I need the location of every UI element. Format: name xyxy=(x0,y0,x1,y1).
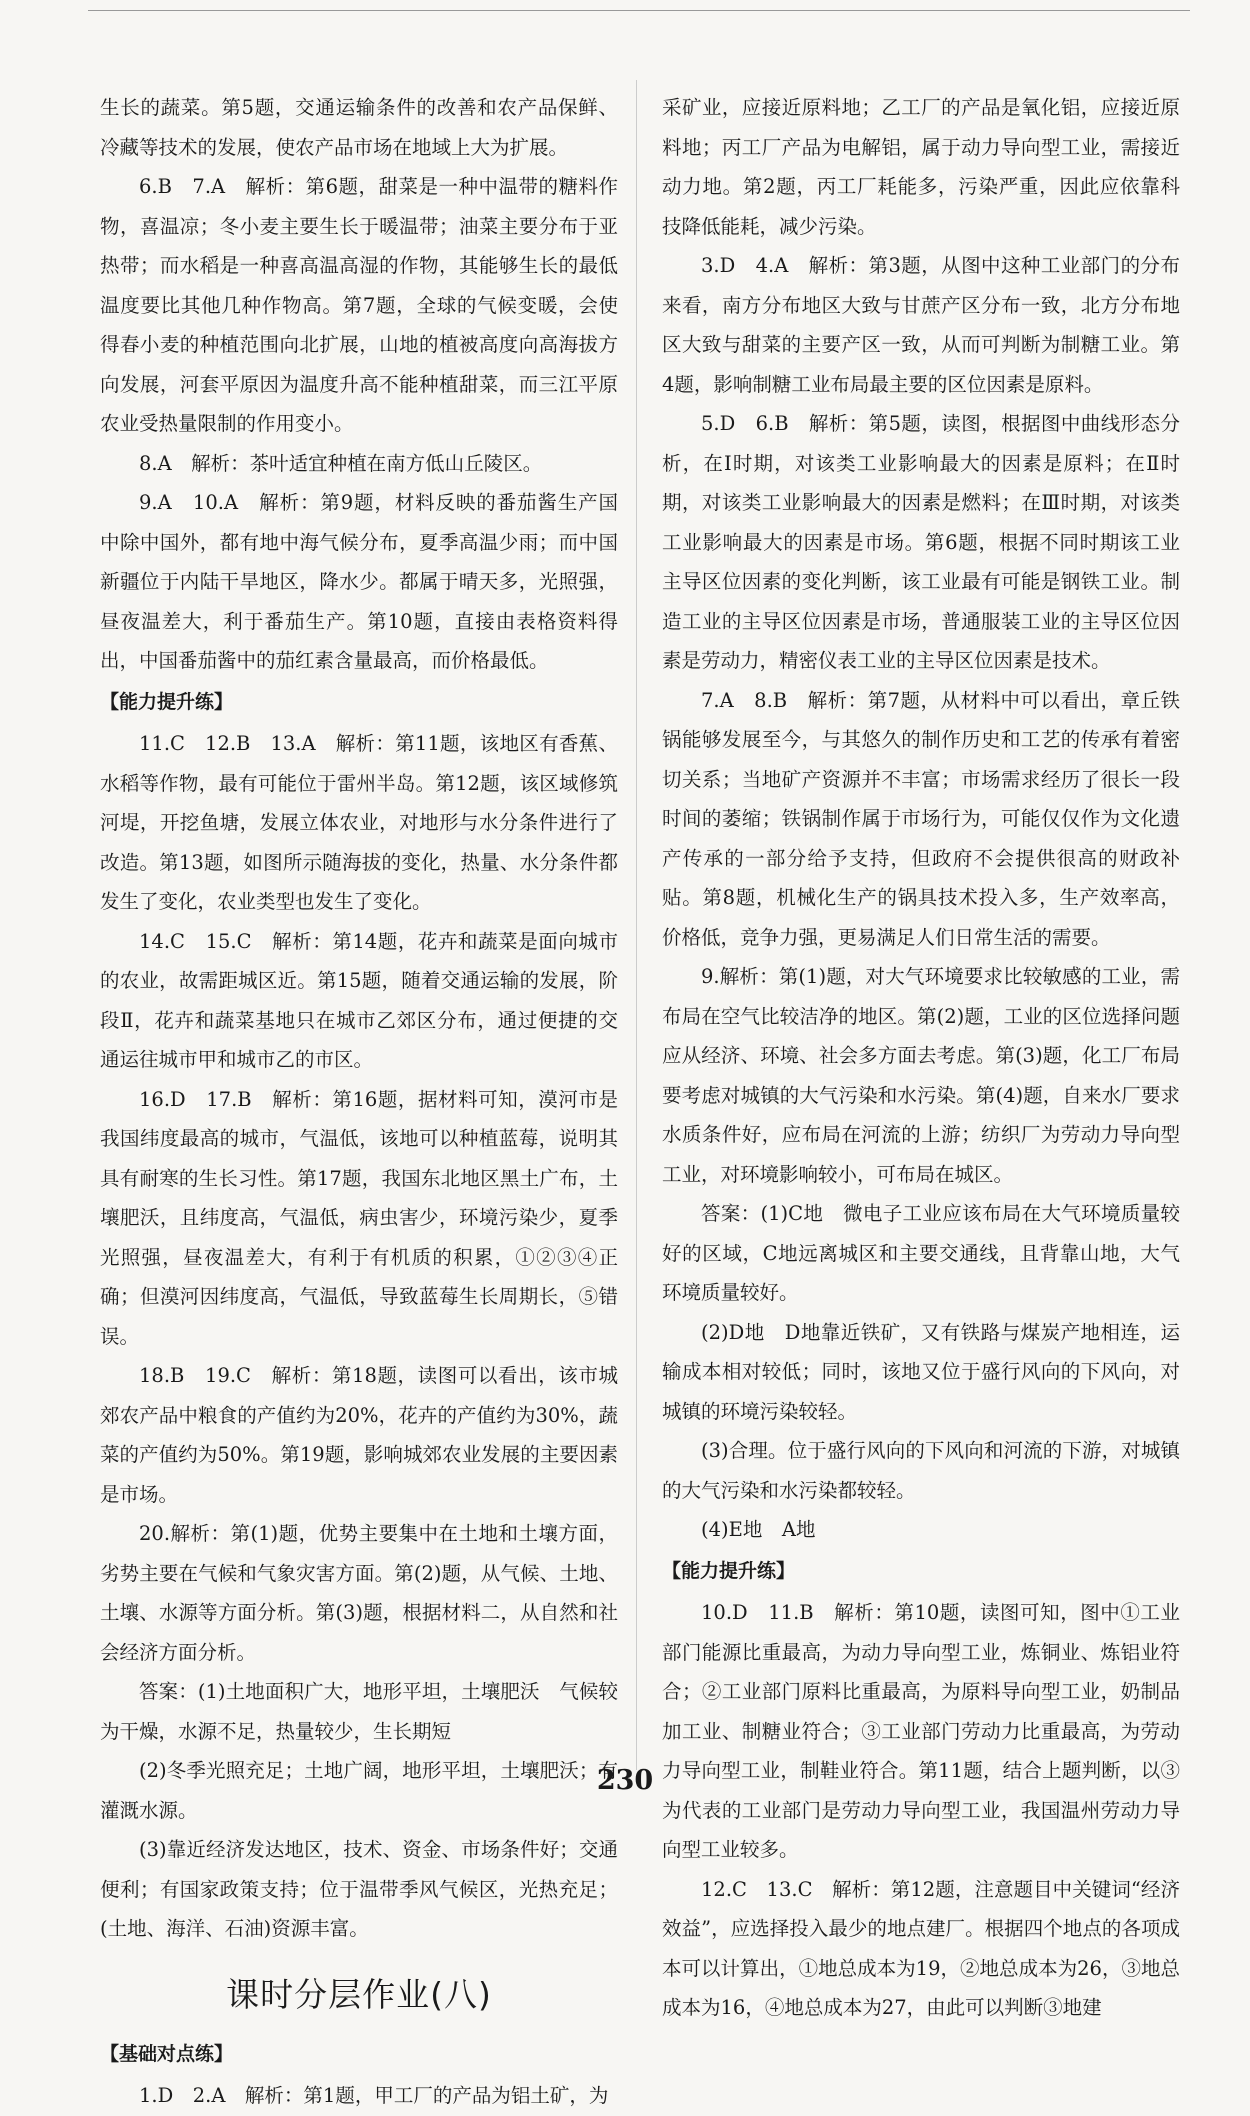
answer-paragraph: (3)靠近经济发达地区，技术、资金、市场条件好；交通便利；有国家政策支持；位于温带季风气候区，光热充足；(土地、海洋、石油)资源丰富。 xyxy=(100,1838,618,1940)
paragraph: 11.C 12.B 13.A 解析：第11题，该地区有香蕉、水稻等作物，最有可能位于雷州半岛。第12题，该区域修筑河堤，开挖鱼塘，发展立体农业，对地形与水分条件进行了改造。第13题，如图所示随海拔的变化，热量、水分条件都发生了变化，农业类型也发生了变化。 xyxy=(100,732,618,913)
column-divider xyxy=(636,80,637,1770)
paragraph: 6.B 7.A 解析：第6题，甜菜是一种中温带的糖料作物，喜温凉；冬小麦主要生长于暖温带；油菜主要分布于亚热带；而水稻是一种喜高温高湿的作物，其能够生长的最低温度要比其他几种作物高。第7题，全球的气候变暖，会使得春小麦的种植范围向北扩展，山地的植被高度向高海拔方向发展，河套平原因为温度升高不能种植甜菜，而三江平原农业受热量限制的作用变小。 xyxy=(100,175,618,435)
paragraph: 18.B 19.C 解析：第18题，读图可以看出，该市城郊农产品中粮食的产值约为20%，花卉的产值约为30%，蔬菜的产值约为50%。第19题，影响城郊农业发展的主要因素是市场。 xyxy=(100,1364,618,1506)
paragraph: 20.解析：第(1)题，优势主要集中在土地和土壤方面，劣势主要在气候和气象灾害方面。第(2)题，从气候、土地、土壤、水源等方面分析。第(3)题，根据材料二，从自然和社会经济方面分析。 xyxy=(100,1522,618,1664)
paragraph: 9.解析：第(1)题，对大气环境要求比较敏感的工业，需布局在空气比较洁净的地区。第(2)题，工业的区位选择问题应从经济、环境、社会多方面去考虑。第(3)题，化工厂布局要考虑对城镇的大气污染和水污染。第(4)题，自来水厂要求水质条件好，应布局在河流的上游；纺织厂为劳动力导向型工业，对环境影响较小，可布局在城区。 xyxy=(662,965,1180,1186)
answer-paragraph: (4)E地 A地 xyxy=(701,1518,816,1541)
section-heading-basic: 【基础对点练】 xyxy=(100,2042,234,2065)
section-heading-ability: 【能力提升练】 xyxy=(100,690,234,713)
paragraph: 7.A 8.B 解析：第7题，从材料中可以看出，章丘铁锅能够发展至今，与其悠久的制作历史和工艺的传承有着密切关系；当地矿产资源并不丰富；市场需求经历了很长一段时间的萎缩；铁锅制作属于市场行为，可能仅仅作为文化遗产传承的一部分给予支持，但政府不会提供很高的财政补贴。第8题，机械化生产的锅具技术投入多，生产效率高，价格低，竞争力强，更易满足人们日常生活的需要。 xyxy=(662,688,1180,949)
paragraph: 10.D 11.B 解析：第10题，读图可知，图中①工业部门能源比重最高，为动力导向型工业，炼铜业、炼铝业符合；②工业部门原料比重最高，为原料导向型工业，奶制品加工业、制糖业符合；③工业部门劳动力比重最高，为劳动力导向型工业，制鞋业符合。第11题，结合上题判断，以③为代表的工业部门是劳动力导向型工业，我国温州劳动力导向型工业较多。 xyxy=(662,1601,1180,1861)
answer-paragraph: 答案：(1)C地 微电子工业应该布局在大气环境质量较好的区域，C地远离城区和主要交通线，且背靠山地，大气环境质量较好。 xyxy=(662,1202,1180,1304)
paragraph: 14.C 15.C 解析：第14题，花卉和蔬菜是面向城市的农业，故需距城区近。第15题，随着交通运输的发展，阶段Ⅱ，花卉和蔬菜基地只在城市乙郊区分布，通过便捷的交通运往城市甲和城市乙的市区。 xyxy=(100,929,618,1071)
paragraph: 3.D 4.A 解析：第3题，从图中这种工业部门的分布来看，南方分布地区大致与甘蔗产区分布一致，北方分布地区大致与甜菜的主要产区一致，从而可判断为制糖工业。第4题，影响制糖工业布局最主要的区位因素是原料。 xyxy=(662,254,1180,396)
paragraph: 8.A 解析：茶叶适宜种植在南方低山丘陵区。 xyxy=(139,451,543,475)
answer-paragraph: (2)冬季光照充足；土地广阔，地形平坦，土壤肥沃；有灌溉水源。 xyxy=(100,1759,618,1822)
answer-paragraph: (3)合理。位于盛行风向的下风向和河流的下游，对城镇的大气污染和水污染都较轻。 xyxy=(662,1439,1180,1502)
top-rule xyxy=(88,10,1190,11)
paragraph: 生长的蔬菜。第5题，交通运输条件的改善和农产品保鲜、冷藏等技术的发展，使农产品市场在地域上大为扩展。 xyxy=(100,96,618,159)
paragraph: 9.A 10.A 解析：第9题，材料反映的番茄酱生产国中除中国外，都有地中海气候分布，夏季高温少雨；而中国新疆位于内陆干旱地区，降水少。都属于晴天多，光照强，昼夜温差大，利于番茄生产。第10题，直接由表格资料得出，中国番茄酱中的茄红素含量最高，而价格最低。 xyxy=(100,491,618,672)
answer-paragraph: (2)D地 D地靠近铁矿，又有铁路与煤炭产地相连，运输成本相对较低；同时，该地又位于盛行风向的下风向，对城镇的环境污染较轻。 xyxy=(662,1320,1180,1423)
paragraph: 12.C 13.C 解析：第12题，注意题目中关键词“经济效益”，应选择投入最少的地点建厂。根据四个地点的各项成本可以计算出，①地总成本为19，②地总成本为26，③地总成本为16，④地总成本为27，由此可以判断③地建 xyxy=(662,1877,1180,2019)
paragraph: 5.D 6.B 解析：第5题，读图，根据图中曲线形态分析，在Ⅰ时期，对该类工业影响最大的因素是原料；在Ⅱ时期，对该类工业影响最大的因素是燃料；在Ⅲ时期，对该类工业影响最大的因素是市场。第6题，根据不同时期该工业主导区位因素的变化判断，该工业最有可能是钢铁工业。制造工业的主导区位因素是市场，普通服装工业的主导区位因素是劳动力，精密仪表工业的主导区位因素是技术。 xyxy=(662,412,1180,672)
paragraph: 采矿业，应接近原料地；乙工厂的产品是氧化铝，应接近原料地；丙工厂产品为电解铝，属于动力导向型工业，需接近动力地。第2题，丙工厂耗能多，污染严重，因此应依靠科技降低能耗，减少污染。 xyxy=(662,96,1180,238)
chapter-title: 课时分层作业(八) xyxy=(226,1974,492,2014)
right-column xyxy=(662,88,1180,2028)
paragraph: 16.D 17.B 解析：第16题，据材料可知，漠河市是我国纬度最高的城市，气温低，该地可以种植蓝莓，说明其具有耐寒的生长习性。第17题，我国东北地区黑土广布，土壤肥沃，且纬度高，气温低，病虫害少，环境污染少，夏季光照强，昼夜温差大，有利于有机质的积累，①②③④正确；但漠河因纬度高，气温低，导致蓝莓生长周期长，⑤错误。 xyxy=(100,1087,618,1348)
answer-paragraph: 答案：(1)土地面积广大，地形平坦，土壤肥沃 气候较为干燥，水源不足，热量较少，生长期短 xyxy=(100,1680,618,1743)
section-heading-ability: 【能力提升练】 xyxy=(662,1559,796,1582)
page-number: 230 xyxy=(596,1765,654,1796)
paragraph: 1.D 2.A 解析：第1题，甲工厂的产品为铝土矿，为 xyxy=(139,2084,609,2107)
left-column xyxy=(100,88,618,2116)
